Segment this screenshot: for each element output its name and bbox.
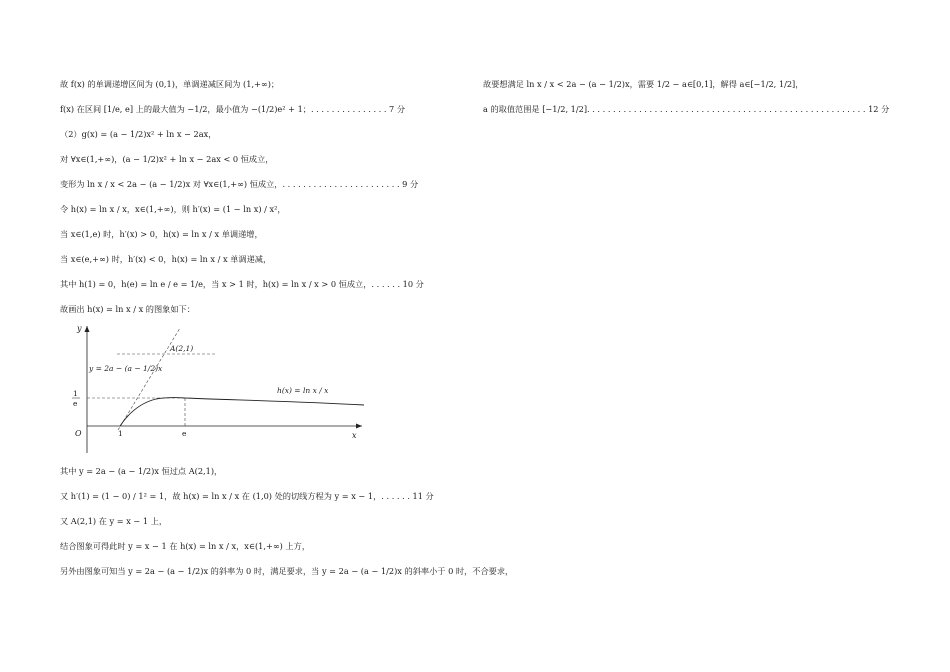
tick-label-1: 1 bbox=[118, 429, 123, 438]
y-axis-label: y bbox=[77, 324, 82, 333]
text-line: 对 ∀x∈(1,+∞)，(a − 1/2)x² + ln x − 2ax < 0 恒成立， bbox=[60, 154, 274, 164]
text-line: 当 x∈(1,e) 时，h′(x) > 0，h(x) = ln x / x 单调递增， bbox=[60, 229, 263, 239]
text-line: 又 A(2,1) 在 y = x − 1 上， bbox=[60, 516, 168, 526]
tick-label-1-over-e-den: e bbox=[73, 399, 78, 408]
text-line: 其中 h(1) = 0，h(e) = ln e / e = 1/e，当 x > 1 时，h(x) = ln x / x > 0 恒成立，. . . . . . 10 分 bbox=[60, 279, 424, 289]
tick-label-e: e bbox=[182, 429, 187, 438]
function-graph bbox=[62, 318, 372, 458]
text-line: 故要想满足 ln x / x < 2a − (a − 1/2)x，需要 1/2 − a∈[0,1]，解得 a∈[−1/2, 1/2]， bbox=[483, 79, 804, 89]
h-curve bbox=[120, 398, 364, 426]
text-line: 另外由图象可知当 y = 2a − (a − 1/2)x 的斜率为 0 时，满足要求，当 y = 2a − (a − 1/2)x 的斜率小于 0 时，不合要求， bbox=[60, 566, 514, 576]
tick-label-1-over-e-num: 1 bbox=[73, 389, 78, 398]
text-line: （2）g(x) = (a − 1/2)x² + ln x − 2ax， bbox=[60, 129, 217, 139]
text-line: 又 h′(1) = (1 − 0) / 1² = 1，故 h(x) = ln x / x 在 (1,0) 处的切线方程为 y = x − 1，. . . . . . 11 分 bbox=[60, 491, 434, 501]
y-axis-arrow bbox=[85, 326, 90, 332]
graph-svg bbox=[62, 318, 372, 458]
origin-label: O bbox=[75, 429, 82, 438]
text-line: a 的取值范围是 [−1/2, 1/2]. . . . . . . . . . . . . . . . . . . . . . . . . . . . . . . . . . . . . . . . . . . . . . . . . . . . . . 12 分 bbox=[483, 104, 890, 114]
text-line: 变形为 ln x / x < 2a − (a − 1/2)x 对 ∀x∈(1,+∞) 恒成立，. . . . . . . . . . . . . . . . . . . . . . . 9 分 bbox=[60, 179, 419, 189]
text-line: 故 f(x) 的单调递增区间为 (0,1)，单调递减区间为 (1,+∞)； bbox=[60, 79, 280, 89]
line-equation-label: y = 2a − (a − 1/2)x bbox=[89, 364, 163, 373]
x-axis-label: x bbox=[352, 431, 357, 440]
right-column bbox=[475, 0, 950, 130]
text-line: 令 h(x) = ln x / x，x∈(1,+∞)，则 h′(x) = (1 − ln x) / x²， bbox=[60, 204, 286, 214]
text-line: 结合图象可得此时 y = x − 1 在 h(x) = ln x / x，x∈(1,+∞) 上方， bbox=[60, 541, 311, 551]
text-line: f(x) 在区间 [1/e, e] 上的最大值为 −1/2，最小值为 −(1/2)e² + 1；. . . . . . . . . . . . . . . 7 分 bbox=[60, 104, 406, 114]
point-a-label: A(2,1) bbox=[170, 344, 194, 353]
text-line: 当 x∈(e,+∞) 时，h′(x) < 0，h(x) = ln x / x 单调递减， bbox=[60, 254, 272, 264]
text-line: 其中 y = 2a − (a − 1/2)x 恒过点 A(2,1)， bbox=[60, 466, 223, 476]
text-line: 故画出 h(x) = ln x / x 的图象如下： bbox=[60, 304, 195, 314]
curve-label: h(x) = ln x / x bbox=[277, 386, 329, 395]
x-axis-arrow bbox=[356, 424, 362, 429]
